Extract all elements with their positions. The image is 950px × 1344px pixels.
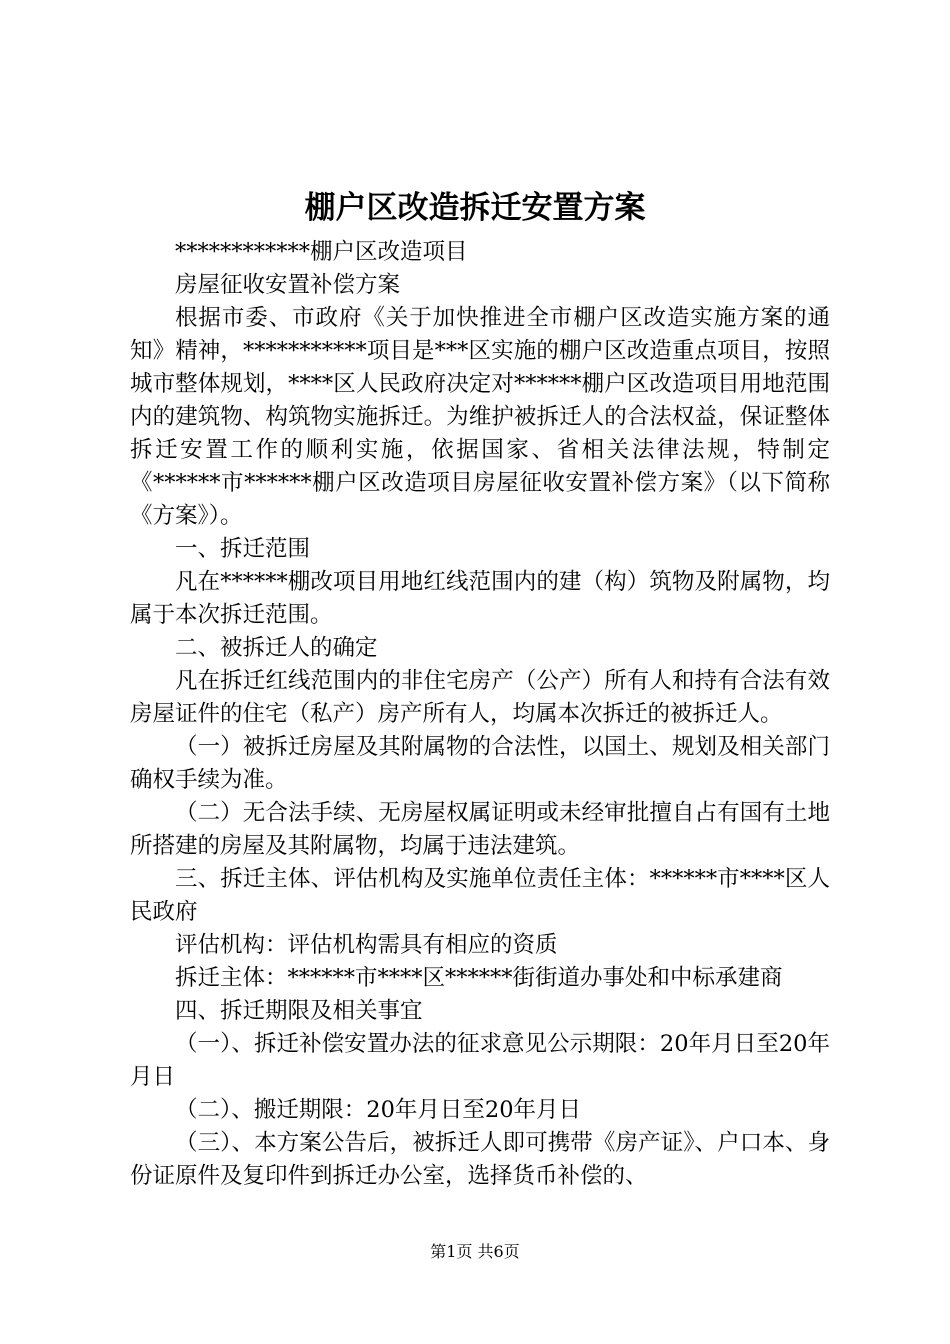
paragraph: 凡在******棚改项目用地红线范围内的建（构）筑物及附属物，均属于本次拆迁范围。: [130, 569, 830, 628]
document-body: [130, 236, 830, 1193]
paragraph: 房屋征收安置补偿方案: [175, 272, 401, 298]
paragraph: （二）无合法手续、无房屋权属证明或未经审批擅自占有国有土地所搭建的房屋及其附属物，均属于违法建筑。: [130, 800, 830, 859]
paragraph: （三）、本方案公告后，被拆迁人即可携带《房产证》、户口本、身份证原件及复印件到拆迁办公室，选择货币补偿的、: [130, 1130, 830, 1189]
section-heading: 四、拆迁期限及相关事宜: [175, 998, 423, 1024]
paragraph: 评估机构：评估机构需具有相应的资质: [175, 932, 558, 958]
paragraph: ************棚户区改造项目: [175, 239, 468, 265]
section-heading: 三、拆迁主体、评估机构及实施单位责任主体：******市****区人民政府: [130, 866, 830, 925]
paragraph: 根据市委、市政府《关于加快推进全市棚户区改造实施方案的通知》精神，***********项目是***区实施的棚户区改造重点项目，按照城市整体规划，****区人民政府决定对******棚户区改造项目用地范围内的建筑物、构筑物实施拆迁。为维护被拆迁人的合法权益，保证整体拆迁安置工作的顺利实施，依据国家、省相关法律法规，特制定《******市******棚户区改造项目房屋征收安置补偿方案》（以下简称《方案》）。: [130, 305, 830, 529]
page-footer: 第1页 共6页: [430, 1242, 520, 1261]
document-title: 棚户区改造拆迁安置方案: [304, 190, 646, 226]
paragraph: （一）、拆迁补偿安置办法的征求意见公示期限：20年月日至20年月日: [130, 1031, 830, 1090]
section-heading: 二、被拆迁人的确定: [175, 635, 378, 661]
paragraph: 凡在拆迁红线范围内的非住宅房产（公产）所有人和持有合法有效房屋证件的住宅（私产）房产所有人，均属本次拆迁的被拆迁人。: [130, 668, 830, 727]
section-heading: 一、拆迁范围: [175, 536, 311, 562]
paragraph: （一）被拆迁房屋及其附属物的合法性，以国土、规划及相关部门确权手续为准。: [130, 734, 830, 793]
paragraph: （二）、搬迁期限：20年月日至20年月日: [175, 1097, 582, 1123]
paragraph: 拆迁主体：******市****区******街街道办事处和中标承建商: [175, 965, 783, 991]
